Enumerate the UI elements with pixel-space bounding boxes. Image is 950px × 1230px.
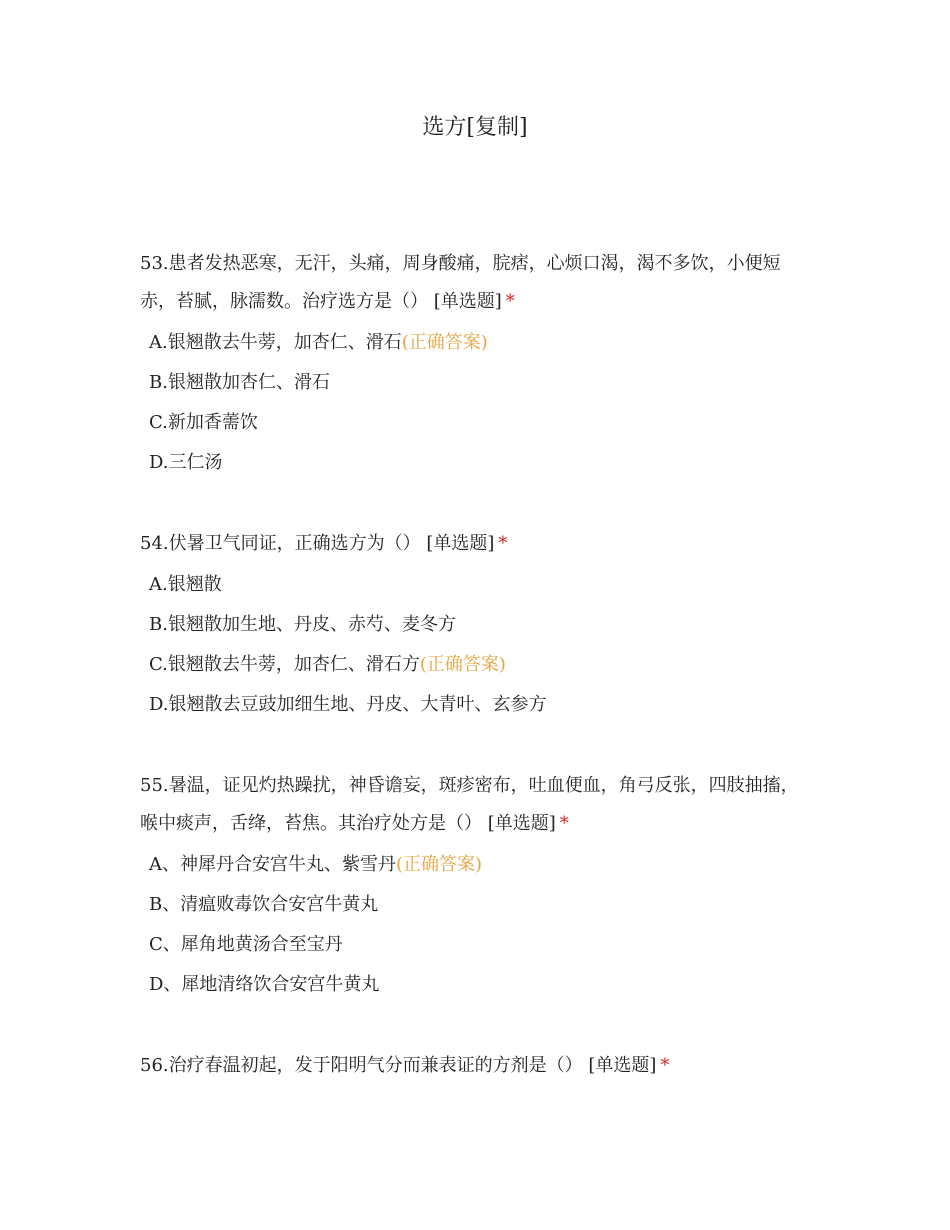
required-mark: * <box>505 291 515 312</box>
option-list <box>140 565 815 725</box>
option-c[interactable] <box>149 925 815 965</box>
question-text <box>140 245 815 321</box>
correct-answer-label: (正确答案) <box>401 332 488 353</box>
correct-answer-label: (正确答案) <box>396 854 483 875</box>
option-b[interactable] <box>149 363 815 403</box>
question-type: [单选题] <box>433 291 502 312</box>
option-list <box>140 845 815 1005</box>
option-a[interactable] <box>149 845 815 885</box>
option-label: D.三仁汤 <box>149 452 223 473</box>
correct-answer-label: (正确答案) <box>419 654 506 675</box>
question-text <box>140 525 815 563</box>
question-stem: 56.治疗春温初起，发于阳明气分而兼表证的方剂是（） <box>140 1055 583 1076</box>
option-a[interactable] <box>149 565 815 605</box>
question-53 <box>140 245 815 483</box>
option-label: C、犀角地黄汤合至宝丹 <box>149 934 343 955</box>
option-b[interactable] <box>149 605 815 645</box>
question-type: [单选题] <box>588 1055 657 1076</box>
option-d[interactable] <box>149 443 815 483</box>
option-a[interactable] <box>149 323 815 363</box>
page-title: 选方[复制] <box>422 115 528 140</box>
option-list <box>140 323 815 483</box>
option-label: C.新加香薷饮 <box>149 412 258 433</box>
option-d[interactable] <box>149 685 815 725</box>
option-label: D.银翘散去豆豉加细生地、丹皮、大青叶、玄参方 <box>149 694 547 715</box>
option-label: A.银翘散去牛蒡，加杏仁、滑石 <box>149 332 402 353</box>
question-text <box>140 1047 815 1085</box>
option-label: B.银翘散加生地、丹皮、赤芍、麦冬方 <box>149 614 456 635</box>
option-label: A.银翘散 <box>149 574 222 595</box>
option-label: B.银翘散加杏仁、滑石 <box>149 372 330 393</box>
option-label: C.银翘散去牛蒡，加杏仁、滑石方 <box>149 654 420 675</box>
option-b[interactable] <box>149 885 815 925</box>
question-stem: 54.伏暑卫气同证，正确选方为（） <box>140 533 421 554</box>
option-label: A、神犀丹合安宫牛丸、紫雪丹 <box>149 854 396 875</box>
question-type: [单选题] <box>426 533 495 554</box>
option-d[interactable] <box>149 965 815 1005</box>
option-label: B、清瘟败毒饮合安宫牛黄丸 <box>149 894 379 915</box>
option-c[interactable] <box>149 645 815 685</box>
question-stem: 55.暑温，证见灼热躁扰，神昏谵妄，斑疹密布，吐血便血，角弓反张，四肢抽搐，喉中痰声，舌绛，苔焦。其治疗处方是（） <box>140 775 799 834</box>
required-mark: * <box>559 813 569 834</box>
question-54 <box>140 525 815 725</box>
option-label: D、犀地清络饮合安宫牛黄丸 <box>149 974 380 995</box>
question-stem: 53.患者发热恶寒，无汗，头痛，周身酸痛，脘痞，心烦口渴，渴不多饮，小便短赤，苔腻，脉濡数。治疗选方是（） <box>140 253 781 312</box>
question-type: [单选题] <box>487 813 556 834</box>
option-c[interactable] <box>149 403 815 443</box>
required-mark: * <box>660 1055 670 1076</box>
question-56 <box>140 1047 815 1085</box>
question-55 <box>140 767 815 1005</box>
required-mark: * <box>498 533 508 554</box>
question-text <box>140 767 815 843</box>
